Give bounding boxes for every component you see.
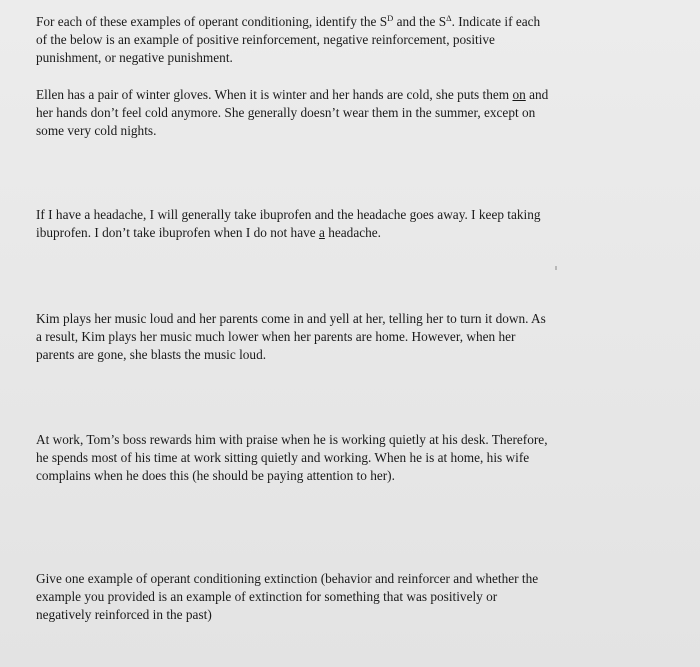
example-ellen-paragraph xyxy=(36,86,632,140)
extinction-line-3: negatively reinforced in the past) xyxy=(36,607,212,622)
instructions-line-2: of the below is an example of positive reinforcement, negative reinforcement, positive xyxy=(36,32,495,47)
extinction-question-paragraph xyxy=(36,570,632,624)
example-ellen-line-2: her hands don’t feel cold anymore. She generally doesn’t wear them in the summer, except on xyxy=(36,105,536,120)
instructions-line-3: punishment, or negative punishment. xyxy=(36,50,233,65)
example-tom-line-1: At work, Tom’s boss rewards him with praise when he is working quietly at his desk. Therefore, xyxy=(36,432,548,447)
example-ellen-text: Ellen has a pair of winter gloves. When it is winter and her hands are cold, she puts them xyxy=(36,87,513,102)
example-ellen-line-1 xyxy=(36,86,632,104)
example-headache-line-1: If I have a headache, I will generally take ibuprofen and the headache goes away. I keep taking xyxy=(36,207,541,222)
example-headache-text: ibuprofen. I don’t take ibuprofen when I do not have xyxy=(36,225,319,240)
example-tom-line-2: he spends most of his time at work sitting quietly and working. When he is at home, his wife xyxy=(36,450,530,465)
example-headache-text: headache. xyxy=(324,225,381,240)
extinction-line-1: Give one example of operant conditioning extinction (behavior and reinforcer and whether the xyxy=(36,571,539,586)
example-headache-line-2 xyxy=(36,224,632,242)
instructions-text: . Indicate if each xyxy=(451,14,541,29)
extinction-line-2: example you provided is an example of extinction for something that was positively or xyxy=(36,589,498,604)
example-ellen-text: and xyxy=(525,87,549,102)
example-kim-line-2: a result, Kim plays her music much lower when her parents are home. However, when her xyxy=(36,329,516,344)
sdelta-superscript: Δ xyxy=(446,13,452,23)
instructions-paragraph xyxy=(36,13,632,67)
example-tom-paragraph xyxy=(36,431,632,485)
stray-mark xyxy=(555,266,557,270)
underlined-word: a xyxy=(318,225,325,240)
example-kim-paragraph xyxy=(36,310,632,364)
instructions-text: For each of these examples of operant conditioning, identify the S xyxy=(36,14,388,29)
example-headache-paragraph xyxy=(36,206,632,242)
instructions-line-1 xyxy=(36,13,632,31)
example-tom-line-3: complains when he does this (he should be paying attention to her). xyxy=(36,468,395,483)
underlined-word: on xyxy=(512,87,526,102)
example-kim-line-1: Kim plays her music loud and her parents come in and yell at her, telling her to turn it down. As xyxy=(36,311,546,326)
example-ellen-line-3: some very cold nights. xyxy=(36,123,157,138)
example-kim-line-3: parents are gone, she blasts the music loud. xyxy=(36,347,267,362)
instructions-text: and the S xyxy=(393,14,447,29)
sd-superscript: D xyxy=(387,13,394,23)
